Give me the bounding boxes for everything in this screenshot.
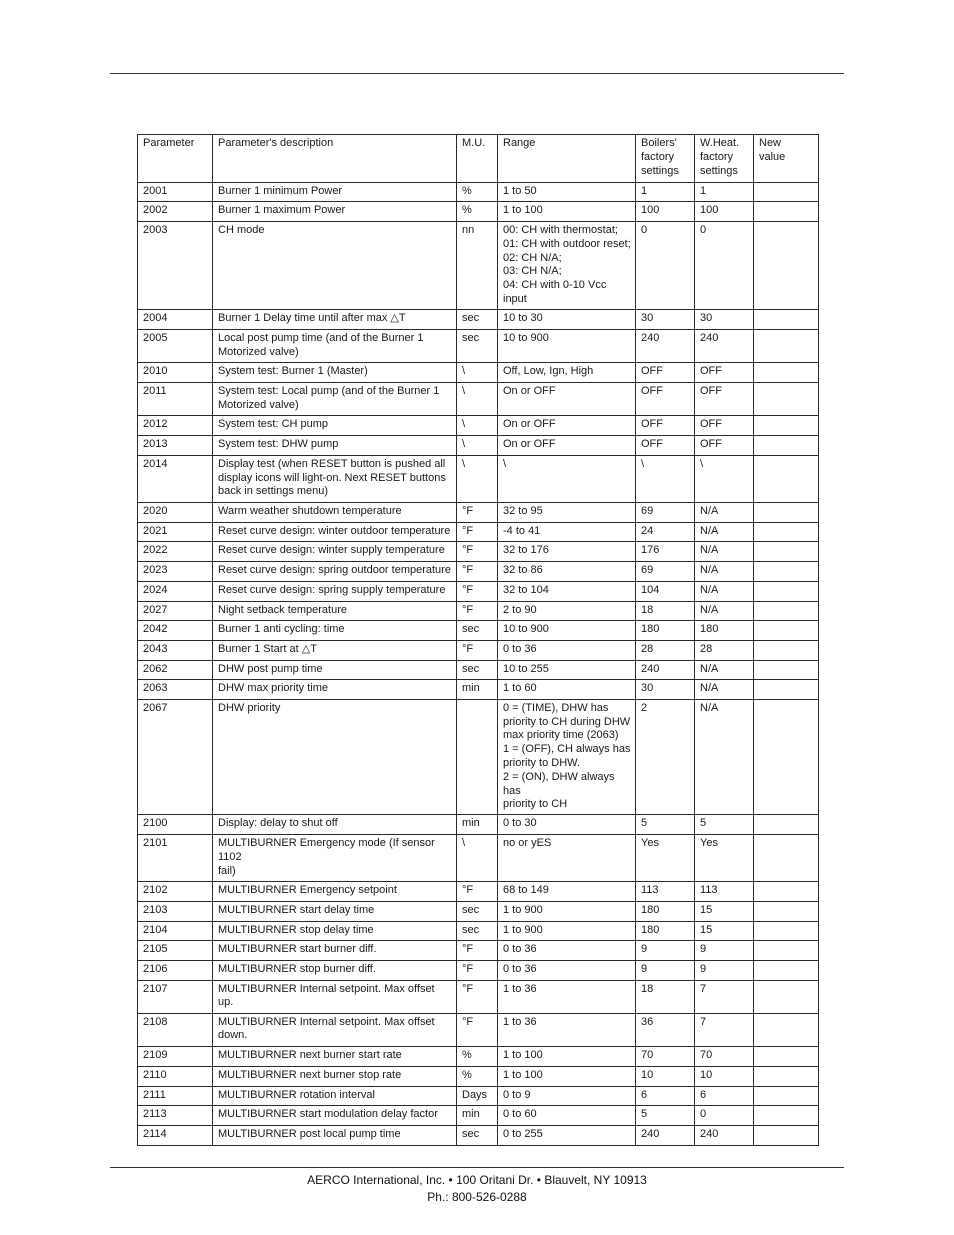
boilers-factory-cell: 176 xyxy=(636,541,695,561)
range-cell: On or OFF xyxy=(498,415,636,435)
parameter-cell: 2100 xyxy=(138,815,213,835)
footer-rule xyxy=(110,1167,844,1168)
page-footer xyxy=(110,1172,844,1206)
mu-cell: Days xyxy=(457,1086,498,1105)
parameter-cell: 2109 xyxy=(138,1046,213,1066)
wheat-factory-cell: 15 xyxy=(695,901,754,921)
parameter-cell: 2105 xyxy=(138,940,213,960)
range-cell: 32 to 86 xyxy=(498,561,636,581)
range-cell: 0 to 30 xyxy=(498,815,636,835)
description-cell: MULTIBURNER next burner start rate xyxy=(213,1046,457,1066)
parameter-cell: 2004 xyxy=(138,309,213,329)
mu-cell: sec xyxy=(457,1125,498,1145)
new-value-cell xyxy=(754,1013,819,1046)
new-value-cell xyxy=(754,620,819,640)
new-value-cell xyxy=(754,601,819,620)
new-value-cell xyxy=(754,202,819,222)
range-cell: 1 to 100 xyxy=(498,1046,636,1066)
mu-cell: °F xyxy=(457,561,498,581)
description-cell: MULTIBURNER Internal setpoint. Max offset up. xyxy=(213,980,457,1013)
description-cell: MULTIBURNER start modulation delay factor xyxy=(213,1105,457,1125)
new-value-cell xyxy=(754,901,819,921)
description-cell: DHW priority xyxy=(213,699,457,814)
description-cell: Reset curve design: spring outdoor temperature xyxy=(213,561,457,581)
description-cell: Burner 1 maximum Power xyxy=(213,202,457,222)
description-cell: Burner 1 minimum Power xyxy=(213,183,457,202)
description-cell: MULTIBURNER Emergency mode (If sensor 1102 fail) xyxy=(213,835,457,881)
mu-cell: °F xyxy=(457,601,498,620)
header-boilers-factory: Boilers' factory settings xyxy=(636,135,695,183)
range-cell: 10 to 900 xyxy=(498,620,636,640)
description-cell: Warm weather shutdown temperature xyxy=(213,502,457,522)
range-cell: 32 to 95 xyxy=(498,502,636,522)
mu-cell: \ xyxy=(457,415,498,435)
boilers-factory-cell: 9 xyxy=(636,960,695,980)
table-row xyxy=(138,901,819,921)
boilers-factory-cell: 180 xyxy=(636,921,695,940)
table-row xyxy=(138,1046,819,1066)
description-cell: MULTIBURNER Emergency setpoint xyxy=(213,881,457,901)
range-cell: 32 to 176 xyxy=(498,541,636,561)
table-row xyxy=(138,435,819,455)
range-cell: 10 to 30 xyxy=(498,309,636,329)
mu-cell: °F xyxy=(457,960,498,980)
table-row xyxy=(138,561,819,581)
parameter-cell: 2020 xyxy=(138,502,213,522)
parameter-cell: 2010 xyxy=(138,362,213,382)
header-wheat-factory: W.Heat. factory settings xyxy=(695,135,754,183)
header-parameter: Parameter xyxy=(138,135,213,183)
new-value-cell xyxy=(754,362,819,382)
description-cell: DHW post pump time xyxy=(213,660,457,679)
parameter-cell: 2005 xyxy=(138,329,213,362)
parameter-cell: 2113 xyxy=(138,1105,213,1125)
wheat-factory-cell: 113 xyxy=(695,881,754,901)
parameter-cell: 2024 xyxy=(138,581,213,601)
table-row xyxy=(138,329,819,362)
boilers-factory-cell: 18 xyxy=(636,980,695,1013)
mu-cell: °F xyxy=(457,541,498,561)
mu-cell: % xyxy=(457,1066,498,1086)
description-cell: MULTIBURNER stop delay time xyxy=(213,921,457,940)
boilers-factory-cell: 240 xyxy=(636,329,695,362)
parameter-cell: 2003 xyxy=(138,222,213,310)
parameter-cell: 2063 xyxy=(138,679,213,699)
description-cell: Reset curve design: winter supply temperature xyxy=(213,541,457,561)
parameter-cell: 2013 xyxy=(138,435,213,455)
new-value-cell xyxy=(754,435,819,455)
table-row xyxy=(138,660,819,679)
description-cell: Reset curve design: spring supply temperature xyxy=(213,581,457,601)
parameter-cell: 2110 xyxy=(138,1066,213,1086)
new-value-cell xyxy=(754,960,819,980)
range-cell: 1 to 60 xyxy=(498,679,636,699)
range-cell: 0 = (TIME), DHW has priority to CH during DHW max priority time (2063) 1 = (OFF), CH always has priority to DHW. 2 = (ON), DHW always has priority to CH xyxy=(498,699,636,814)
boilers-factory-cell: OFF xyxy=(636,362,695,382)
wheat-factory-cell: 10 xyxy=(695,1066,754,1086)
footer-address: AERCO International, Inc. • 100 Oritani Dr. • Blauvelt, NY 10913 xyxy=(307,1173,647,1187)
boilers-factory-cell: 113 xyxy=(636,881,695,901)
new-value-cell xyxy=(754,581,819,601)
wheat-factory-cell: 30 xyxy=(695,309,754,329)
wheat-factory-cell: N/A xyxy=(695,601,754,620)
new-value-cell xyxy=(754,815,819,835)
wheat-factory-cell: N/A xyxy=(695,660,754,679)
new-value-cell xyxy=(754,382,819,415)
table-row xyxy=(138,1013,819,1046)
boilers-factory-cell: 28 xyxy=(636,640,695,660)
range-cell: Off, Low, Ign, High xyxy=(498,362,636,382)
boilers-factory-cell: 18 xyxy=(636,601,695,620)
mu-cell: sec xyxy=(457,309,498,329)
parameter-cell: 2022 xyxy=(138,541,213,561)
parameter-cell: 2111 xyxy=(138,1086,213,1105)
boilers-factory-cell: 240 xyxy=(636,1125,695,1145)
new-value-cell xyxy=(754,502,819,522)
parameter-cell: 2108 xyxy=(138,1013,213,1046)
new-value-cell xyxy=(754,1086,819,1105)
range-cell: 0 to 60 xyxy=(498,1105,636,1125)
footer-phone: Ph.: 800-526-0288 xyxy=(427,1190,527,1204)
parameter-cell: 2067 xyxy=(138,699,213,814)
boilers-factory-cell: OFF xyxy=(636,415,695,435)
range-cell: \ xyxy=(498,455,636,502)
new-value-cell xyxy=(754,561,819,581)
description-cell: Display: delay to shut off xyxy=(213,815,457,835)
description-cell: MULTIBURNER next burner stop rate xyxy=(213,1066,457,1086)
boilers-factory-cell: 70 xyxy=(636,1046,695,1066)
parameter-cell: 2043 xyxy=(138,640,213,660)
table-row xyxy=(138,581,819,601)
mu-cell: % xyxy=(457,183,498,202)
range-cell: 0 to 9 xyxy=(498,1086,636,1105)
boilers-factory-cell: 69 xyxy=(636,561,695,581)
range-cell: 0 to 36 xyxy=(498,940,636,960)
header-mu: M.U. xyxy=(457,135,498,183)
table-row xyxy=(138,222,819,310)
description-cell: Reset curve design: winter outdoor temperature xyxy=(213,522,457,541)
wheat-factory-cell: 240 xyxy=(695,1125,754,1145)
mu-cell: \ xyxy=(457,382,498,415)
wheat-factory-cell: 7 xyxy=(695,1013,754,1046)
boilers-factory-cell: 0 xyxy=(636,222,695,310)
header-description: Parameter's description xyxy=(213,135,457,183)
mu-cell: °F xyxy=(457,502,498,522)
boilers-factory-cell: 24 xyxy=(636,522,695,541)
wheat-factory-cell: 5 xyxy=(695,815,754,835)
mu-cell: \ xyxy=(457,455,498,502)
wheat-factory-cell: OFF xyxy=(695,435,754,455)
mu-cell: min xyxy=(457,1105,498,1125)
new-value-cell xyxy=(754,940,819,960)
table-row xyxy=(138,601,819,620)
table-row xyxy=(138,541,819,561)
table-row xyxy=(138,940,819,960)
mu-cell: \ xyxy=(457,435,498,455)
description-cell: Local post pump time (and of the Burner 1 Motorized valve) xyxy=(213,329,457,362)
wheat-factory-cell: 15 xyxy=(695,921,754,940)
parameter-cell: 2107 xyxy=(138,980,213,1013)
table-row xyxy=(138,1125,819,1145)
range-cell: 1 to 100 xyxy=(498,202,636,222)
boilers-factory-cell: 1 xyxy=(636,183,695,202)
new-value-cell xyxy=(754,980,819,1013)
wheat-factory-cell: 28 xyxy=(695,640,754,660)
range-cell: 0 to 36 xyxy=(498,960,636,980)
new-value-cell xyxy=(754,921,819,940)
parameter-cell: 2103 xyxy=(138,901,213,921)
range-cell: On or OFF xyxy=(498,435,636,455)
table-row xyxy=(138,1086,819,1105)
mu-cell xyxy=(457,699,498,814)
mu-cell: °F xyxy=(457,1013,498,1046)
description-cell: MULTIBURNER start delay time xyxy=(213,901,457,921)
description-cell: MULTIBURNER rotation interval xyxy=(213,1086,457,1105)
boilers-factory-cell: Yes xyxy=(636,835,695,881)
range-cell: 10 to 900 xyxy=(498,329,636,362)
boilers-factory-cell: 2 xyxy=(636,699,695,814)
range-cell: 32 to 104 xyxy=(498,581,636,601)
description-cell: Burner 1 Start at △T xyxy=(213,640,457,660)
boilers-factory-cell: 30 xyxy=(636,309,695,329)
parameter-cell: 2102 xyxy=(138,881,213,901)
wheat-factory-cell: N/A xyxy=(695,699,754,814)
description-cell: Night setback temperature xyxy=(213,601,457,620)
parameter-cell: 2042 xyxy=(138,620,213,640)
range-cell: 1 to 900 xyxy=(498,901,636,921)
table-row xyxy=(138,455,819,502)
new-value-cell xyxy=(754,222,819,310)
boilers-factory-cell: 10 xyxy=(636,1066,695,1086)
wheat-factory-cell: 180 xyxy=(695,620,754,640)
boilers-factory-cell: 30 xyxy=(636,679,695,699)
range-cell: 00: CH with thermostat; 01: CH with outdoor reset; 02: CH N/A; 03: CH N/A; 04: CH with 0-10 Vcc input xyxy=(498,222,636,310)
header-range: Range xyxy=(498,135,636,183)
table-row xyxy=(138,183,819,202)
parameter-table xyxy=(137,134,819,1146)
mu-cell: °F xyxy=(457,522,498,541)
new-value-cell xyxy=(754,679,819,699)
boilers-factory-cell: 104 xyxy=(636,581,695,601)
wheat-factory-cell: 7 xyxy=(695,980,754,1013)
table-row xyxy=(138,382,819,415)
description-cell: System test: Local pump (and of the Burner 1 Motorized valve) xyxy=(213,382,457,415)
boilers-factory-cell: 5 xyxy=(636,1105,695,1125)
mu-cell: sec xyxy=(457,329,498,362)
table-row xyxy=(138,640,819,660)
wheat-factory-cell: \ xyxy=(695,455,754,502)
table-row xyxy=(138,980,819,1013)
new-value-cell xyxy=(754,1125,819,1145)
header-new-value: New value xyxy=(754,135,819,183)
range-cell: 0 to 36 xyxy=(498,640,636,660)
wheat-factory-cell: Yes xyxy=(695,835,754,881)
boilers-factory-cell: 100 xyxy=(636,202,695,222)
wheat-factory-cell: OFF xyxy=(695,415,754,435)
new-value-cell xyxy=(754,640,819,660)
parameter-cell: 2014 xyxy=(138,455,213,502)
table-row xyxy=(138,1105,819,1125)
description-cell: MULTIBURNER stop burner diff. xyxy=(213,960,457,980)
header-rule xyxy=(110,73,844,74)
range-cell: -4 to 41 xyxy=(498,522,636,541)
parameter-cell: 2062 xyxy=(138,660,213,679)
parameter-cell: 2012 xyxy=(138,415,213,435)
description-cell: MULTIBURNER Internal setpoint. Max offset down. xyxy=(213,1013,457,1046)
wheat-factory-cell: 1 xyxy=(695,183,754,202)
boilers-factory-cell: 69 xyxy=(636,502,695,522)
range-cell: 0 to 255 xyxy=(498,1125,636,1145)
mu-cell: % xyxy=(457,1046,498,1066)
description-cell: System test: Burner 1 (Master) xyxy=(213,362,457,382)
mu-cell: nn xyxy=(457,222,498,310)
description-cell: Display test (when RESET button is pushed all display icons will light-on. Next RESET buttons back in settings menu) xyxy=(213,455,457,502)
description-cell: MULTIBURNER post local pump time xyxy=(213,1125,457,1145)
wheat-factory-cell: N/A xyxy=(695,541,754,561)
range-cell: 1 to 36 xyxy=(498,1013,636,1046)
description-cell: CH mode xyxy=(213,222,457,310)
description-cell: System test: CH pump xyxy=(213,415,457,435)
new-value-cell xyxy=(754,835,819,881)
parameter-cell: 2001 xyxy=(138,183,213,202)
new-value-cell xyxy=(754,183,819,202)
wheat-factory-cell: N/A xyxy=(695,522,754,541)
wheat-factory-cell: OFF xyxy=(695,382,754,415)
parameter-cell: 2021 xyxy=(138,522,213,541)
new-value-cell xyxy=(754,329,819,362)
wheat-factory-cell: N/A xyxy=(695,502,754,522)
wheat-factory-cell: 6 xyxy=(695,1086,754,1105)
description-cell: Burner 1 anti cycling: time xyxy=(213,620,457,640)
range-cell: 68 to 149 xyxy=(498,881,636,901)
new-value-cell xyxy=(754,309,819,329)
range-cell: 1 to 50 xyxy=(498,183,636,202)
wheat-factory-cell: 0 xyxy=(695,1105,754,1125)
table-row xyxy=(138,1066,819,1086)
table-row xyxy=(138,415,819,435)
boilers-factory-cell: 180 xyxy=(636,901,695,921)
new-value-cell xyxy=(754,541,819,561)
parameter-cell: 2023 xyxy=(138,561,213,581)
range-cell: 1 to 100 xyxy=(498,1066,636,1086)
table-row xyxy=(138,699,819,814)
new-value-cell xyxy=(754,522,819,541)
range-cell: 1 to 36 xyxy=(498,980,636,1013)
new-value-cell xyxy=(754,660,819,679)
mu-cell: min xyxy=(457,815,498,835)
new-value-cell xyxy=(754,415,819,435)
mu-cell: sec xyxy=(457,660,498,679)
range-cell: 10 to 255 xyxy=(498,660,636,679)
table-row xyxy=(138,815,819,835)
description-cell: System test: DHW pump xyxy=(213,435,457,455)
table-row xyxy=(138,502,819,522)
parameter-cell: 2106 xyxy=(138,960,213,980)
wheat-factory-cell: 240 xyxy=(695,329,754,362)
boilers-factory-cell: 6 xyxy=(636,1086,695,1105)
parameter-cell: 2101 xyxy=(138,835,213,881)
parameter-cell: 2002 xyxy=(138,202,213,222)
boilers-factory-cell: OFF xyxy=(636,435,695,455)
table-row xyxy=(138,679,819,699)
description-cell: MULTIBURNER start burner diff. xyxy=(213,940,457,960)
wheat-factory-cell: 70 xyxy=(695,1046,754,1066)
new-value-cell xyxy=(754,699,819,814)
boilers-factory-cell: \ xyxy=(636,455,695,502)
mu-cell: sec xyxy=(457,921,498,940)
wheat-factory-cell: 0 xyxy=(695,222,754,310)
mu-cell: % xyxy=(457,202,498,222)
mu-cell: min xyxy=(457,679,498,699)
new-value-cell xyxy=(754,1046,819,1066)
mu-cell: °F xyxy=(457,940,498,960)
wheat-factory-cell: N/A xyxy=(695,561,754,581)
new-value-cell xyxy=(754,881,819,901)
mu-cell: °F xyxy=(457,581,498,601)
wheat-factory-cell: 9 xyxy=(695,940,754,960)
wheat-factory-cell: N/A xyxy=(695,581,754,601)
parameter-cell: 2027 xyxy=(138,601,213,620)
table-row xyxy=(138,921,819,940)
mu-cell: \ xyxy=(457,835,498,881)
table-row xyxy=(138,881,819,901)
boilers-factory-cell: 180 xyxy=(636,620,695,640)
table-row xyxy=(138,362,819,382)
table-row xyxy=(138,620,819,640)
boilers-factory-cell: OFF xyxy=(636,382,695,415)
table-header-row xyxy=(138,135,819,183)
parameter-cell: 2114 xyxy=(138,1125,213,1145)
table-row xyxy=(138,202,819,222)
mu-cell: sec xyxy=(457,620,498,640)
mu-cell: °F xyxy=(457,881,498,901)
range-cell: no or yES xyxy=(498,835,636,881)
range-cell: 2 to 90 xyxy=(498,601,636,620)
wheat-factory-cell: 100 xyxy=(695,202,754,222)
boilers-factory-cell: 5 xyxy=(636,815,695,835)
parameter-cell: 2104 xyxy=(138,921,213,940)
wheat-factory-cell: 9 xyxy=(695,960,754,980)
description-cell: Burner 1 Delay time until after max △T xyxy=(213,309,457,329)
new-value-cell xyxy=(754,455,819,502)
new-value-cell xyxy=(754,1105,819,1125)
wheat-factory-cell: N/A xyxy=(695,679,754,699)
mu-cell: \ xyxy=(457,362,498,382)
boilers-factory-cell: 9 xyxy=(636,940,695,960)
table-row xyxy=(138,309,819,329)
table-row xyxy=(138,522,819,541)
new-value-cell xyxy=(754,1066,819,1086)
mu-cell: sec xyxy=(457,901,498,921)
range-cell: 1 to 900 xyxy=(498,921,636,940)
mu-cell: °F xyxy=(457,640,498,660)
wheat-factory-cell: OFF xyxy=(695,362,754,382)
description-cell: DHW max priority time xyxy=(213,679,457,699)
boilers-factory-cell: 240 xyxy=(636,660,695,679)
table-row xyxy=(138,835,819,881)
boilers-factory-cell: 36 xyxy=(636,1013,695,1046)
range-cell: On or OFF xyxy=(498,382,636,415)
mu-cell: °F xyxy=(457,980,498,1013)
table-row xyxy=(138,960,819,980)
parameter-cell: 2011 xyxy=(138,382,213,415)
